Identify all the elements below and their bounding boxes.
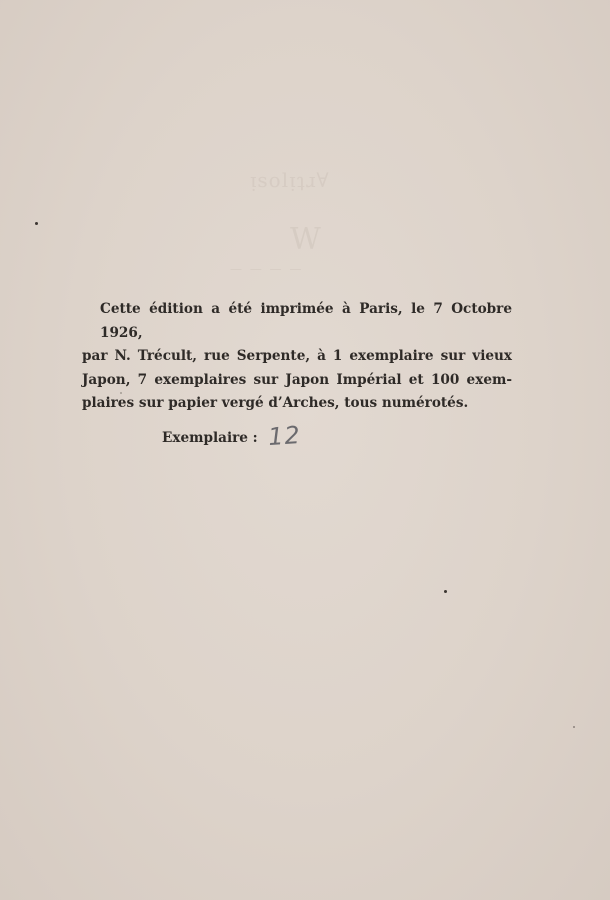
paper-speck (120, 392, 122, 394)
colophon-line: plaires sur papier vergé d’Arches, tous numérotés. (82, 395, 469, 411)
colophon-line: Japon, 7 exemplaires sur Japon Impérial et 100 exem- (82, 371, 512, 388)
paper-speck (35, 222, 38, 225)
show-through-text: ᴉsolᴉʇɹ∀ (250, 168, 330, 192)
copy-number-line (162, 420, 303, 452)
colophon-line: Cette édition a été imprimée à Paris, le 7 Octobre 1926, (100, 301, 512, 341)
colophon-paragraph (82, 298, 512, 416)
handwritten-copy-number: 12 (267, 420, 303, 452)
paper-speck (573, 726, 575, 728)
show-through-text: W (290, 222, 321, 257)
colophon-line: par N. Trécult, rue Serpente, à 1 exemplaire sur vieux (82, 348, 512, 364)
show-through-text: — — — — (230, 262, 304, 276)
copy-label: Exemplaire : (162, 430, 258, 446)
paper-speck (444, 590, 447, 593)
